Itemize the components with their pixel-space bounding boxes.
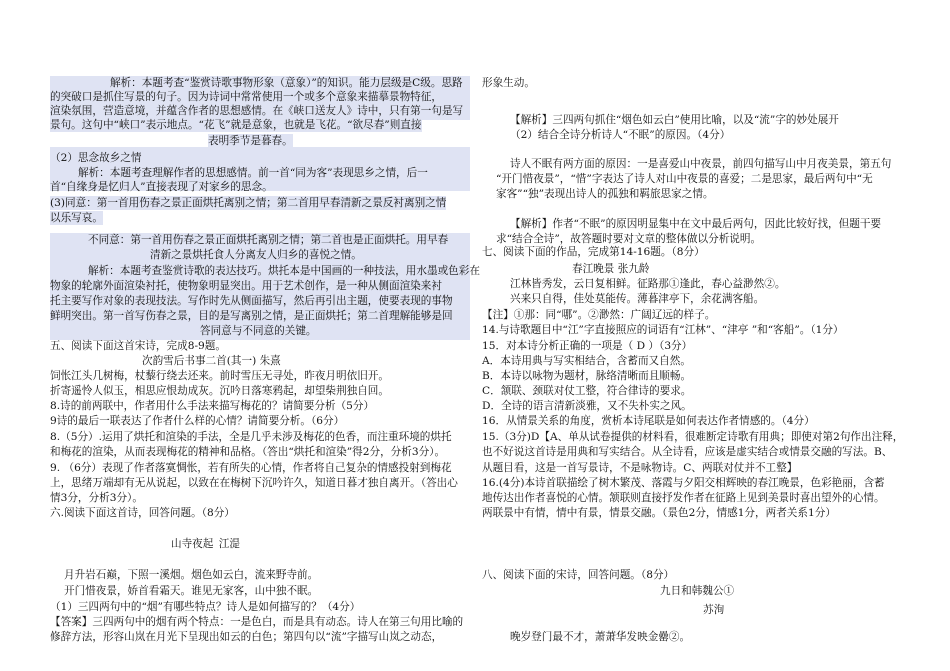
question-line: 8.诗的前两联中，作者用什么手法来描写梅花的？请简要分析（5分） xyxy=(50,400,375,412)
analysis-line: 鲜明突出。第一首写伤春之景，目的是写离别之情，是正面烘托；第二首理解能够是回 xyxy=(50,310,453,322)
analysis-line: 解析：本题考查鉴赏诗歌的表达技巧。烘托本是中国画的一种技法，用水墨或色彩在 xyxy=(88,265,480,277)
analysis-line: 答同意与不同意的关键。 xyxy=(200,325,317,337)
answer-line: 从题目看，这是一首写景诗，不是咏物诗。C、两联对仗并不工整】 xyxy=(482,462,798,474)
poem-line: 开门惜夜景，娇首看霜天。谁见无家客，山中独不眠。 xyxy=(64,585,319,597)
option-line: C．颔联、颈联对仗工整，符合律诗的要求。 xyxy=(482,385,692,397)
poem-title: 九日和韩魏公① xyxy=(660,585,735,597)
question-line: 14.与诗歌题目中“江”字直接照应的词语有“江林”、“津亭 ”和“客船”。（1分） xyxy=(482,324,844,336)
answer-line: 【答案】三四两句中的烟有两个特点：一是色白，而是具有动态。诗人在第三句用比喻的 xyxy=(50,616,464,628)
question-line: 16．从情景关系的角度，赏析本诗尾联是如何表达作者情感的。（4分） xyxy=(482,415,815,427)
analysis-line: 景句。这句中“峡口”表示地点。“花飞”就是意象，也就是飞花。“欲尽春”则直接 xyxy=(50,119,422,131)
poem-title: 春江晚景 张九龄 xyxy=(572,263,650,275)
poem-line: 晚岁登门最不才，萧萧华发映金罍②。 xyxy=(510,631,691,643)
answer-line: 16.(4分)本诗首联描绘了树木繁茂、落霞与夕阳交相辉映的春江晚景，色彩艳丽，含蓄 xyxy=(482,477,885,489)
answer-line: 情3分，分析3分）。 xyxy=(50,492,143,504)
option-line: D．全诗的语言清新淡雅，又不失朴实之风。 xyxy=(482,400,692,412)
answer-line: 也不好说这首诗是用典和写实结合。从全诗看，应该是虚实结合或情景交融的写法。B、 xyxy=(482,446,893,458)
analysis-line: 【解析】三四两句抓住“烟色如云白”使用比喻，以及“流”字的妙处展开 xyxy=(510,114,839,126)
poem-line: 江林皆秀发，云日复相鲜。征路那①逢此，春心益渺然②。 xyxy=(510,278,786,290)
answer-heading: （2）思念故乡之情 xyxy=(50,152,142,164)
answer-line: 地传达出作者喜悦的心情。颔联则直接抒发作者在征路上见到美景时喜出望外的心情。 xyxy=(482,492,885,504)
analysis-line: 表明季节是暮春。 xyxy=(208,135,293,147)
answer-line: 和梅花的渲染，从而表现梅花的精神和品格。（答出“烘托和渲染”得2分，分析3分）。 xyxy=(50,446,446,458)
poem-line: 饲怅江头几树梅，杖藜行绕去还来。前时雪压无寻处，昨夜月明依旧开。 xyxy=(50,370,389,382)
answer-line: 修辞方法，形容山岚在月光下呈现出如云的白色；第四句以“流”字描写山岚之动态， xyxy=(50,631,443,643)
poem-line: 兴来只自得，佳处莫能传。薄暮津亭下，余花满客船。 xyxy=(510,293,765,305)
analysis-line: 托主要写作对象的表现技法。写作时先从侧面描写，然后再引出主题，使要表现的事物 xyxy=(50,295,453,307)
poem-line: 月升岩石巅，下照一溪烟。烟色如云白，流来野寺前。 xyxy=(64,569,319,581)
analysis-line: 解析：本题考查“鉴赏诗歌事物形象（意象）”的知识。能力层级是C级。思路 xyxy=(110,77,463,89)
analysis-line: 解析：本题考查理解作者的思想感情。前一首“同为客”表现思乡之情，后一 xyxy=(78,167,428,179)
analysis-line: 的突破口是抓住写景的句子。因为诗词中常常使用一个或多个意象来描摹景物特征， xyxy=(50,91,442,103)
analysis-line: 不同意：第一首用伤春之景正面烘托离别之情；第二首也是正面烘托。用早春 xyxy=(88,234,449,246)
analysis-line: 物象的轮廓外面渲染衬托，使物象明显突出。用于艺术创作，是一种从侧面渲染来衬 xyxy=(50,280,442,292)
answer-line: 形象生动。 xyxy=(482,77,535,89)
analysis-line: 【解析】作者“不眠”的原因明显集中在文中最后两句，因此比较好找，但题干要 xyxy=(510,218,882,230)
question-line: 15．对本诗分析正确的一项是（ D ）（3分） xyxy=(482,340,693,352)
analysis-line: 以乐写哀。 xyxy=(50,212,103,224)
option-line: A．本诗用典与写实相结合，含蓄而又自然。 xyxy=(482,355,691,367)
poem-author: 苏洵 xyxy=(703,604,725,616)
answer-line: 9. （6分）表现了作者落寞惆怅，若有所失的心情，作者将自己复杂的情感投射到梅花 xyxy=(50,462,452,474)
option-line: B．本诗以咏物为题材，脉络清晰而且顺畅。 xyxy=(482,370,692,382)
analysis-line: 首“自缘身是忆归人”直接表现了对家乡的思念。 xyxy=(50,181,273,193)
section-heading: 五、阅读下面这首宋诗，完成8-9题。 xyxy=(50,340,226,352)
answer-line: “开门惜夜景”，“惜”字表达了诗人对山中夜景的喜爱；二是思家，最后两句中“无 xyxy=(496,173,873,185)
analysis-line: (3)同意：第一首用伤春之景正面烘托离别之情；第二首用早春清新之景反衬离别之情 xyxy=(50,197,447,209)
answer-line: 诗人不眠有两方面的原因：一是喜爱山中夜景，前四句描写山中月夜美景，第五句 xyxy=(510,158,892,170)
answer-line: 上，思绪万端却有无从说起，以致在在梅树下沉吟许久，知道日暮才独自离开。（答出心 xyxy=(50,477,458,489)
note-line: 【注】①那：同“哪”。②渺然：广阔辽远的样子。 xyxy=(482,309,716,321)
section-heading: 六.阅读下面这首诗，回答问题。（8分） xyxy=(50,507,235,519)
answer-line: 15.（3分)D【A、单从试卷提供的材料看，很难断定诗歌有用典；即使对第2句作出注释， xyxy=(482,431,904,443)
answer-line: 两联景中有情，情中有景，情景交融。（景色2分，情感1分，两者关系1分） xyxy=(482,507,836,519)
question-line: （2）结合全诗分析诗人“不眠”的原因。（4分） xyxy=(510,129,731,141)
answer-line: 8.（5分）.运用了烘托和渲染的手法，全是几乎未涉及梅花的色香，而注重环境的烘托 xyxy=(50,431,452,443)
answer-line: 家客”“独”表现出诗人的孤独和羁旅思家之情。 xyxy=(496,188,714,200)
poem-title: 次韵雪后书事二首(其一) 朱熹 xyxy=(142,355,281,367)
analysis-line: 清新之景烘托食人分离友人归乡的喜悦之情。 xyxy=(150,249,362,261)
question-line: （1）三四两句中的“烟”有哪些特点？诗人是如何描写的？（4分） xyxy=(50,601,361,613)
question-line: 9诗的最后一联表达了作者什么样的心情？请简要分析。（6分） xyxy=(50,415,345,427)
poem-title: 山寺夜起 江湜 xyxy=(171,538,240,550)
section-heading: 八、阅读下面的宋诗，回答问题。（8分） xyxy=(482,569,675,581)
poem-line: 折寄遥怜人似玉，相思应恨劫成灰。沉吟日落寒鸦起，却望柴荆独自回。 xyxy=(50,385,389,397)
analysis-line: 求“结合全诗”，故答题时要对文章的整体做以分析说明。 xyxy=(496,233,762,245)
analysis-line: 渲染氛围，营造意境，并蕴含作者的思想感情。在《峡口送友人》诗中，只有第一句是写 xyxy=(50,105,464,117)
section-heading: 七、阅读下面的作品，完成第14-16题。（8分） xyxy=(482,246,705,258)
